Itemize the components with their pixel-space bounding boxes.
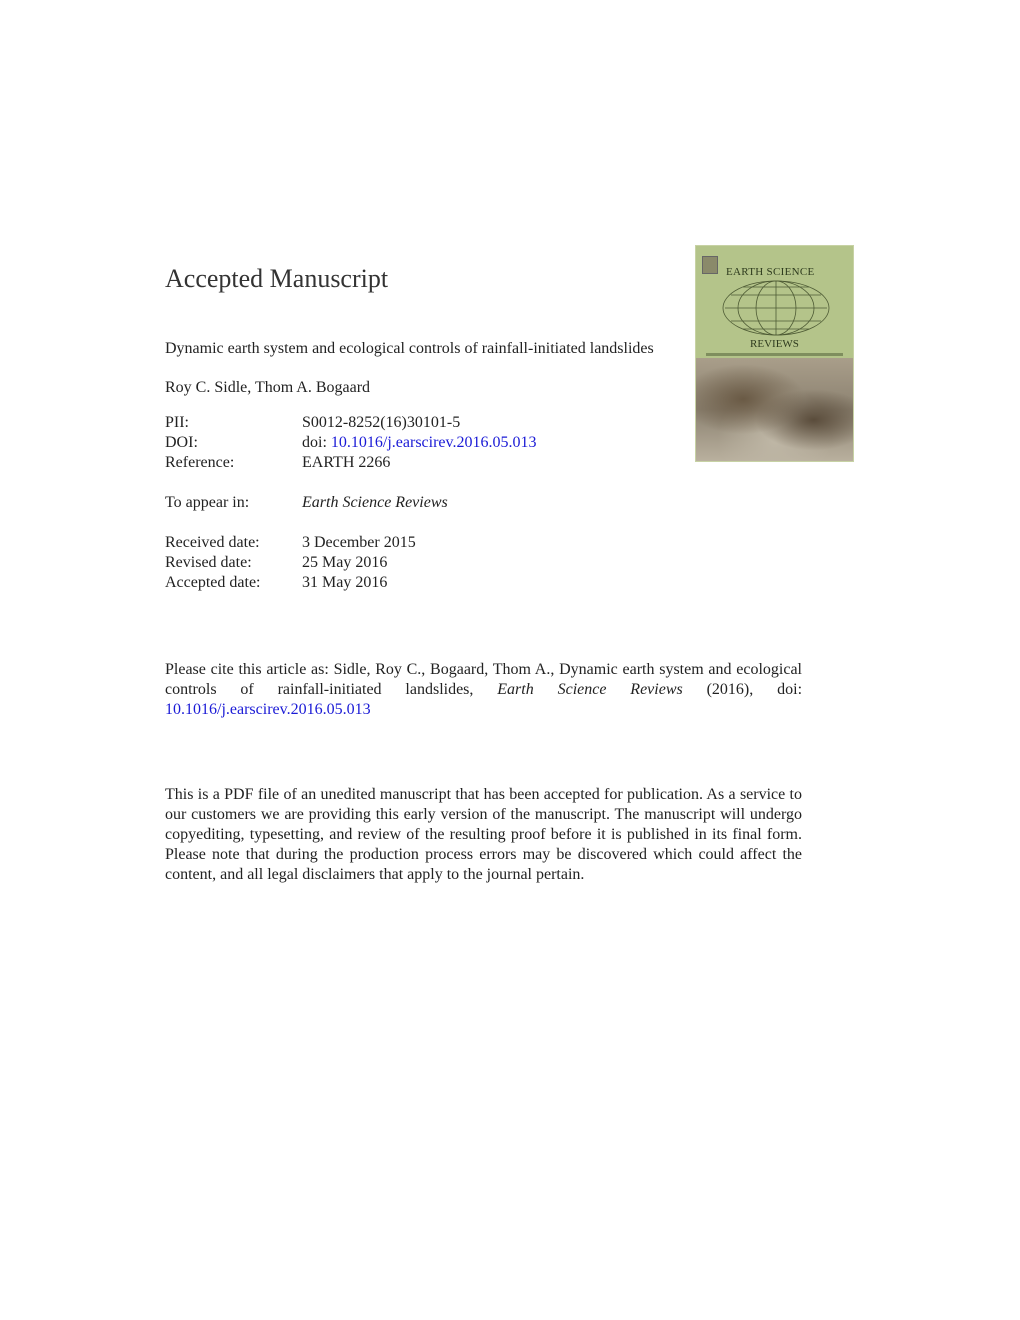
revised-date-value: 25 May 2016 <box>302 554 388 571</box>
reference-value: EARTH 2266 <box>302 454 391 471</box>
appear-in-value: Earth Science Reviews <box>302 494 448 511</box>
received-date-value: 3 December 2015 <box>302 534 416 551</box>
disclaimer-paragraph: This is a PDF file of an unedited manuscript that has been accepted for publication. As a service to our customers we are providing this early version of the manuscript. The manuscript will undergo copyediting, typesetting, and review of the resulting proof before it is published in its final form. Please note that during the production process errors may be discovered which could affect the content, and all legal disclaimers that apply to the journal pertain. <box>165 786 802 883</box>
citation-text-2: (2016), doi: <box>682 681 803 698</box>
revised-date-label: Revised date: <box>165 554 252 571</box>
appear-in-label: To appear in: <box>165 494 250 511</box>
page-title: Accepted Manuscript <box>165 264 389 293</box>
doi-prefix: doi: <box>302 434 327 451</box>
cover-journal-subtitle: REVIEWS <box>750 338 799 350</box>
article-title: Dynamic earth system and ecological controls of rainfall-initiated landslides <box>165 340 654 357</box>
pii-label: PII: <box>165 414 189 431</box>
journal-cover <box>695 245 854 462</box>
globe-icon <box>721 279 831 337</box>
elsevier-logo-icon <box>702 256 718 274</box>
doi-link[interactable]: 10.1016/j.earscirev.2016.05.013 <box>330 434 537 451</box>
cover-tagline-bar <box>706 353 843 356</box>
received-date-label: Received date: <box>165 534 260 551</box>
reference-label: Reference: <box>165 454 235 471</box>
accepted-date-value: 31 May 2016 <box>302 574 388 591</box>
doi-label: DOI: <box>165 434 198 451</box>
cover-photo <box>696 358 853 461</box>
citation-paragraph <box>165 660 802 720</box>
accepted-date-label: Accepted date: <box>165 574 261 591</box>
citation-journal: Earth Science Reviews <box>497 681 683 698</box>
cover-journal-title: EARTH SCIENCE <box>726 266 815 278</box>
citation-text: Please cite this article as: Sidle, Roy C., Bogaard, Thom A., Dynamic earth system and ecological controls of rainfall-initiated landslides, <box>165 661 802 698</box>
article-authors: Roy C. Sidle, Thom A. Bogaard <box>165 379 371 396</box>
doi-value-row <box>302 433 536 453</box>
citation-doi-link[interactable]: 10.1016/j.earscirev.2016.05.013 <box>165 701 371 718</box>
pii-value: S0012-8252(16)30101-5 <box>302 414 461 431</box>
